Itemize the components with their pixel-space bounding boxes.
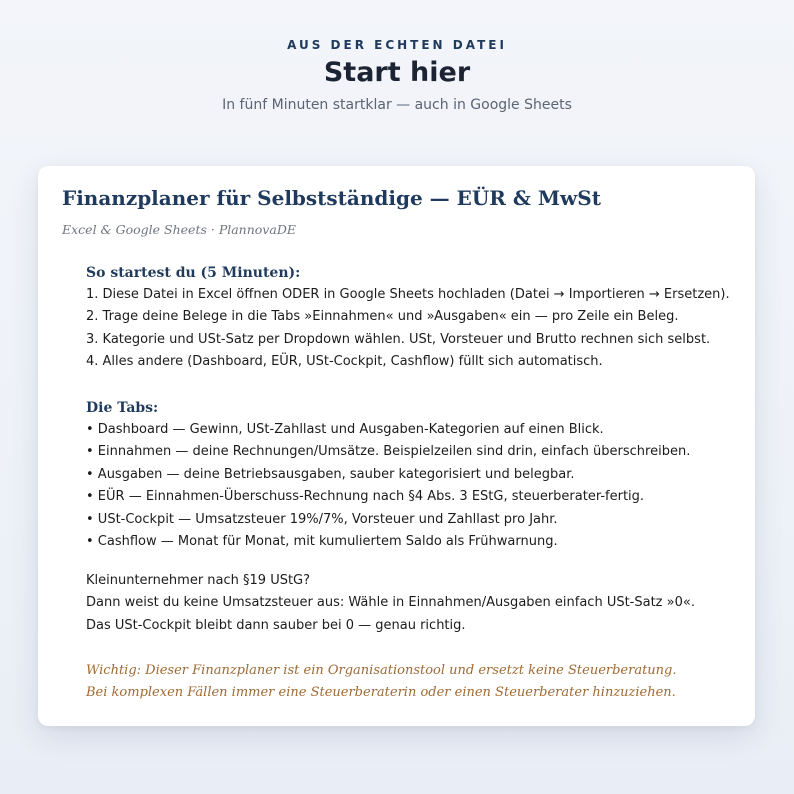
document-preview-card [38, 166, 755, 726]
document-title: Finanzplaner für Selbstständige — EÜR & MwSt [62, 186, 601, 210]
tab-description: • EÜR — Einnahmen-Überschuss-Rechnung nach §4 Abs. 3 EStG, steuerberater-fertig. [86, 489, 645, 505]
disclaimer-line: Bei komplexen Fällen immer eine Steuerberaterin oder einen Steuerberater hinzuziehen. [86, 685, 676, 701]
tab-description: • Ausgaben — deine Betriebsausgaben, sauber kategorisiert und belegbar. [86, 466, 575, 482]
disclaimer-section [86, 660, 746, 705]
quickstart-heading: So startest du (5 Minuten): [86, 265, 301, 281]
quickstart-step: 2. Trage deine Belege in die Tabs »Einnahmen« und »Ausgaben« ein — pro Zeile ein Beleg. [86, 309, 679, 325]
tab-description: • USt-Cockpit — Umsatzsteuer 19%/7%, Vorsteuer und Zahllast pro Jahr. [86, 511, 558, 527]
tabs-heading: Die Tabs: [86, 400, 159, 416]
tabs-section [86, 397, 746, 553]
kleinunternehmer-line: Das USt-Cockpit bleibt dann sauber bei 0 — genau richtig. [86, 617, 466, 633]
document-meta: Excel & Google Sheets · PlannovaDE [62, 222, 296, 237]
tab-description: • Cashflow — Monat für Monat, mit kumuliertem Saldo als Frühwarnung. [86, 533, 558, 549]
disclaimer-line: Wichtig: Dieser Finanzplaner ist ein Organisationstool und ersetzt keine Steuerberatung. [86, 663, 677, 678]
kleinunternehmer-line: Dann weist du keine Umsatzsteuer aus: Wähle in Einnahmen/Ausgaben einfach USt-Satz »0«. [86, 595, 695, 611]
eyebrow-label: AUS DER ECHTEN DATEI [287, 38, 507, 52]
quickstart-section [86, 262, 746, 374]
quickstart-step: 4. Alles andere (Dashboard, EÜR, USt-Cockpit, Cashflow) füllt sich automatisch. [86, 354, 603, 370]
tab-description: • Dashboard — Gewinn, USt-Zahllast und Ausgaben-Kategorien auf einen Blick. [86, 422, 604, 437]
page-subtitle: In fünf Minuten startklar — auch in Google Sheets [222, 97, 572, 113]
tab-description: • Einnahmen — deine Rechnungen/Umsätze. Beispielzeilen sind drin, einfach überschreiben. [86, 444, 691, 460]
quickstart-step: 1. Diese Datei in Excel öffnen ODER in Google Sheets hochladen (Datei → Importieren → Ersetzen). [86, 287, 730, 302]
quickstart-step: 3. Kategorie und USt-Satz per Dropdown wählen. USt, Vorsteuer und Brutto rechnen sich selbst. [86, 331, 711, 347]
page-title: Start hier [323, 57, 471, 88]
kleinunternehmer-section [86, 570, 746, 637]
kleinunternehmer-line: Kleinunternehmer nach §19 UStG? [86, 573, 311, 588]
